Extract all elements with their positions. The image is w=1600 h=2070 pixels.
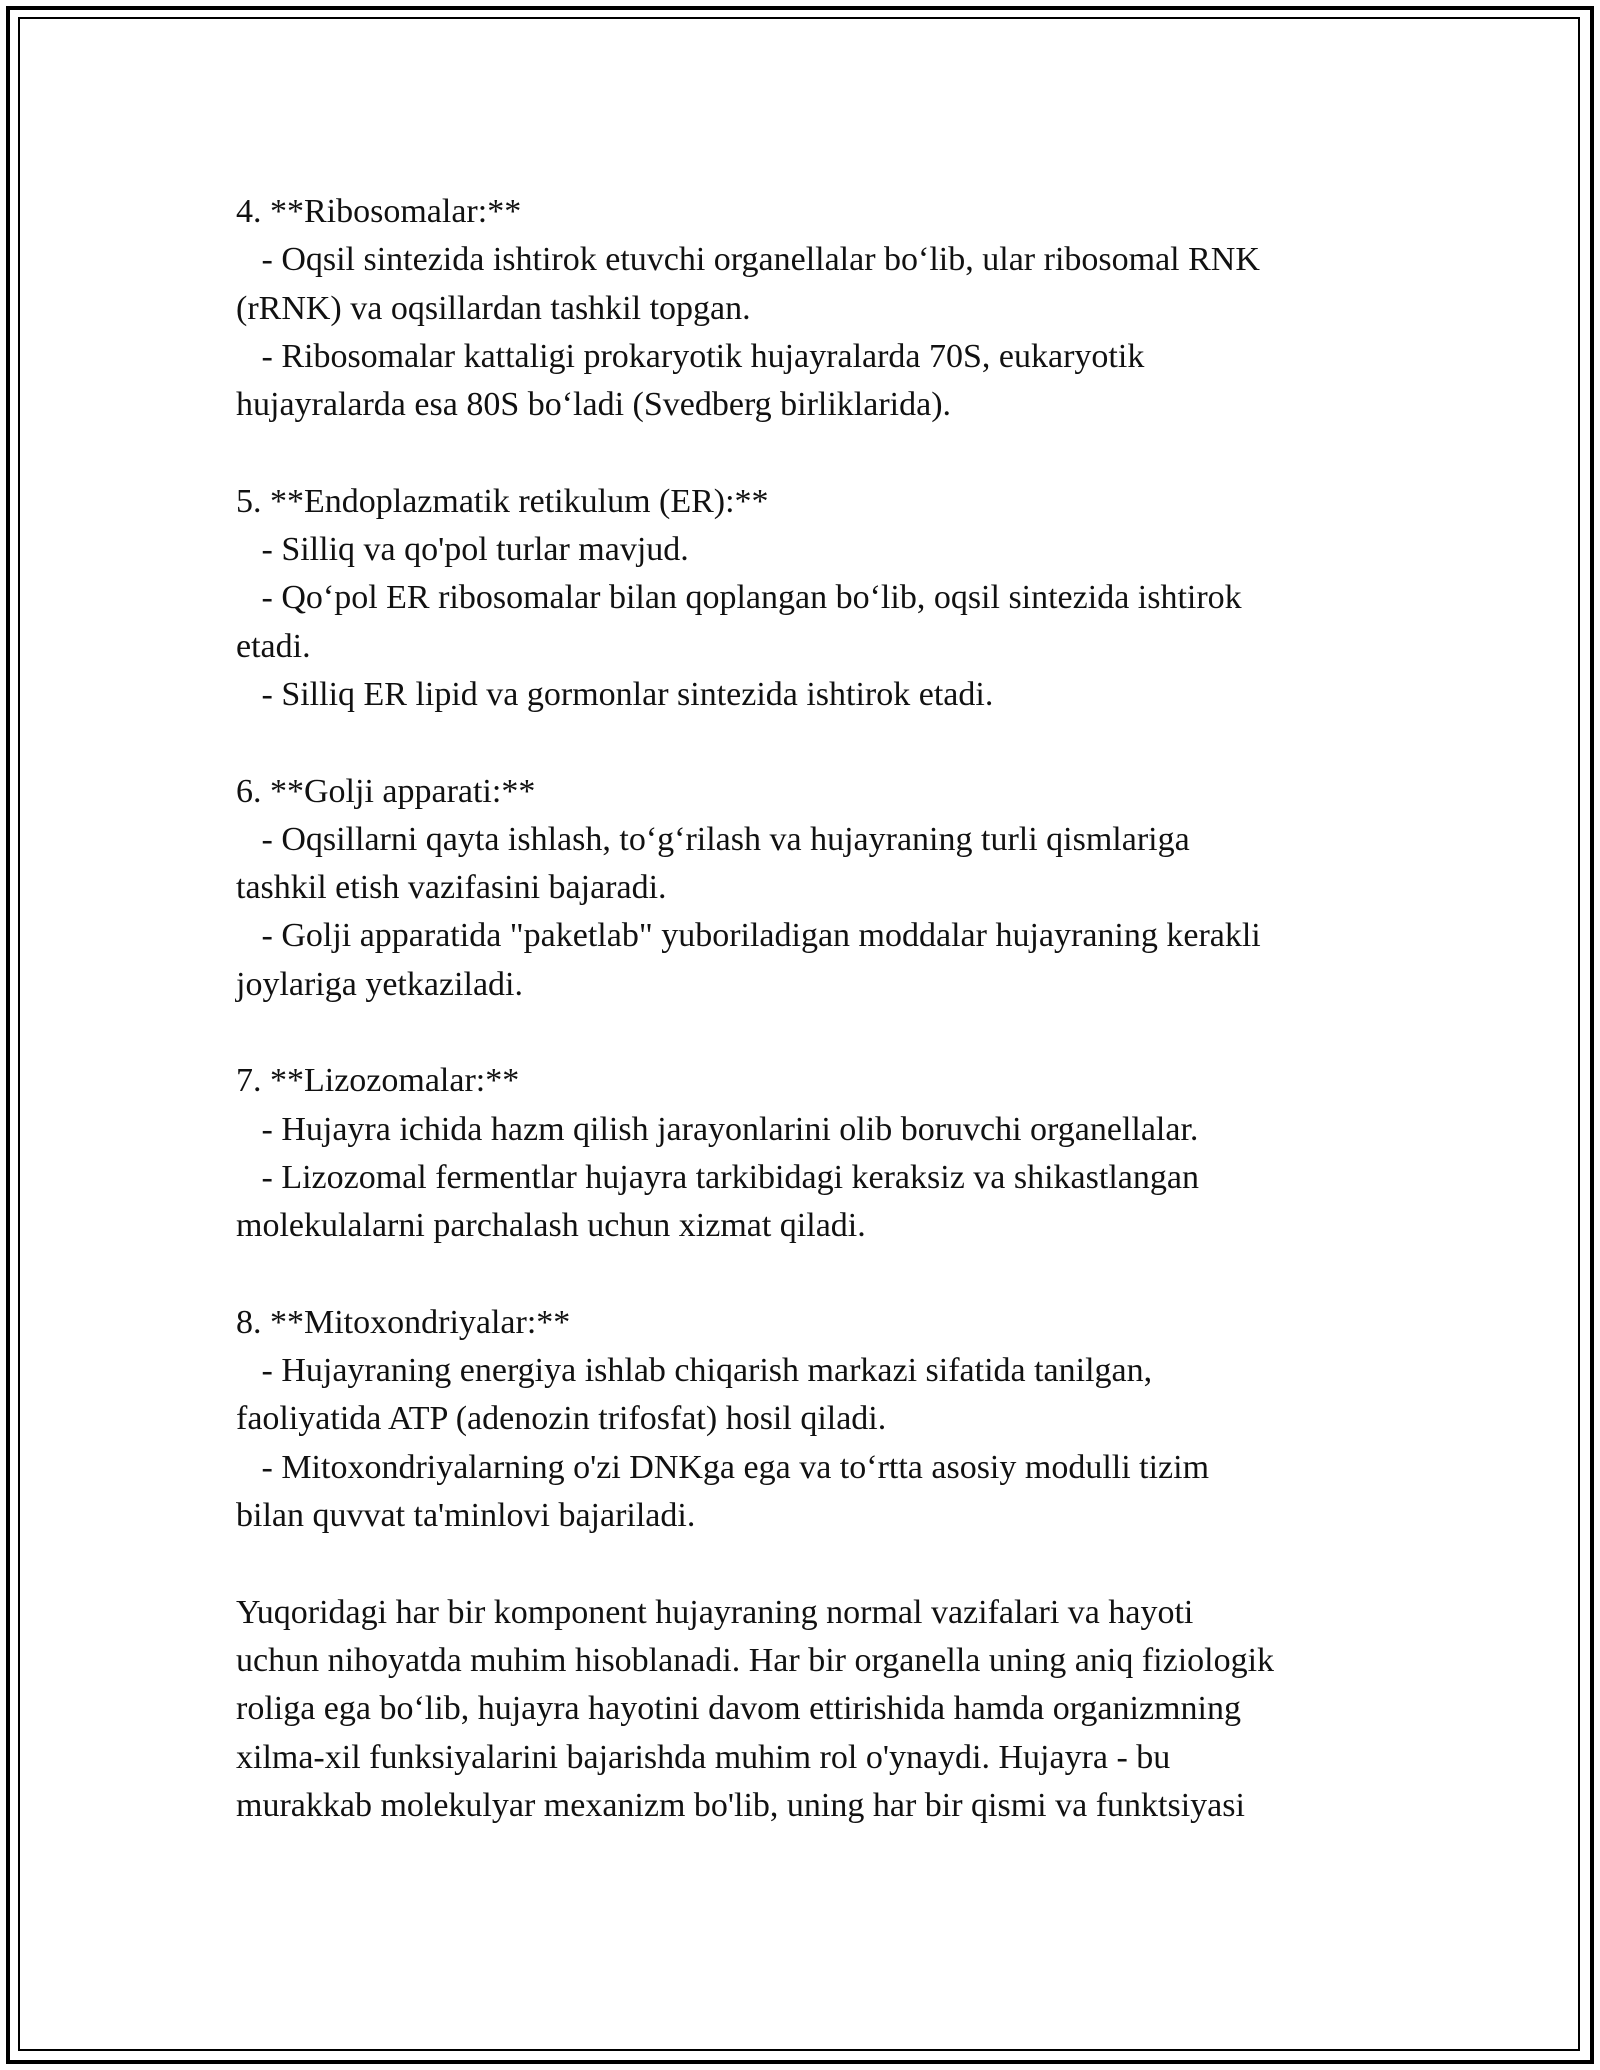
paragraph-spacer [236, 719, 1396, 767]
section-line: - Oqsillarni qayta ishlash, to‘g‘rilash va hujayraning turli qismlariga [236, 820, 1190, 858]
section-line: - Silliq ER lipid va gormonlar sintezida ishtirok etadi. [236, 675, 994, 713]
section-line: tashkil etish vazifasini bajaradi. [236, 869, 667, 907]
section-heading: 4. **Ribosomalar:** [236, 193, 522, 230]
section-heading: 6. **Golji apparati:** [236, 772, 536, 810]
section-line: molekulalarni parchalash uchun xizmat qiladi. [236, 1207, 866, 1245]
section-golji-apparati [236, 768, 1396, 1009]
section-line: joylariga yetkaziladi. [236, 965, 523, 1003]
conclusion-line: uchun nihoyatda muhim hisoblanadi. Har bir organella uning aniq fiziologik [236, 1641, 1275, 1679]
conclusion-paragraph [236, 1589, 1396, 1830]
section-line: hujayralarda esa 80S bo‘ladi (Svedberg birliklarida). [236, 386, 952, 424]
section-line: etadi. [236, 627, 311, 665]
conclusion-line: xilma-xil funksiyalarini bajarishda muhim rol o'ynaydi. Hujayra - bu [236, 1738, 1171, 1776]
conclusion-line: roliga ega bo‘lib, hujayra hayotini davom ettirishida hamda organizmning [236, 1690, 1241, 1728]
section-line: - Ribosomalar kattaligi prokaryotik hujayralarda 70S, eukaryotik [236, 337, 1145, 375]
section-heading: 5. **Endoplazmatik retikulum (ER):** [236, 482, 769, 520]
paragraph-spacer [236, 429, 1396, 477]
section-ribosomalar [236, 188, 1396, 429]
section-heading: 8. **Mitoxondriyalar:** [236, 1303, 571, 1341]
paragraph-spacer [236, 1009, 1396, 1057]
section-line: - Golji apparatida "paketlab" yuboriladigan moddalar hujayraning kerakli [236, 917, 1261, 955]
section-line: - Oqsil sintezida ishtirok etuvchi organellalar bo‘lib, ular ribosomal RNK [236, 241, 1260, 279]
section-heading: 7. **Lizozomalar:** [236, 1062, 520, 1100]
document-body [236, 188, 1396, 1830]
section-line: (rRNK) va oqsillardan tashkil topgan. [236, 289, 751, 327]
conclusion-line: murakkab molekulyar mexanizm bo'lib, uning har bir qismi va funktsiyasi [236, 1786, 1245, 1824]
section-line: - Mitoxondriyalarning o'zi DNKga ega va to‘rtta asosiy modulli tizim [236, 1448, 1210, 1486]
section-line: - Qo‘pol ER ribosomalar bilan qoplangan bo‘lib, oqsil sintezida ishtirok [236, 579, 1242, 617]
paragraph-spacer [236, 1540, 1396, 1588]
conclusion-line: Yuqoridagi har bir komponent hujayraning normal vazifalari va hayoti [236, 1593, 1194, 1631]
section-mitoxondriyalar [236, 1299, 1396, 1540]
section-lizozomalar [236, 1057, 1396, 1250]
paragraph-spacer [236, 1251, 1396, 1299]
section-line: faoliyatida ATP (adenozin trifosfat) hosil qiladi. [236, 1400, 887, 1438]
section-line: - Lizozomal fermentlar hujayra tarkibidagi keraksiz va shikastlangan [236, 1158, 1199, 1196]
section-line: - Hujayra ichida hazm qilish jarayonlarini olib boruvchi organellalar. [236, 1110, 1199, 1148]
section-line: - Silliq va qo'pol turlar mavjud. [236, 531, 689, 569]
section-line: - Hujayraning energiya ishlab chiqarish markazi sifatida tanilgan, [236, 1352, 1153, 1390]
section-endoplazmatik-retikulum [236, 478, 1396, 719]
section-line: bilan quvvat ta'minlovi bajariladi. [236, 1497, 696, 1535]
